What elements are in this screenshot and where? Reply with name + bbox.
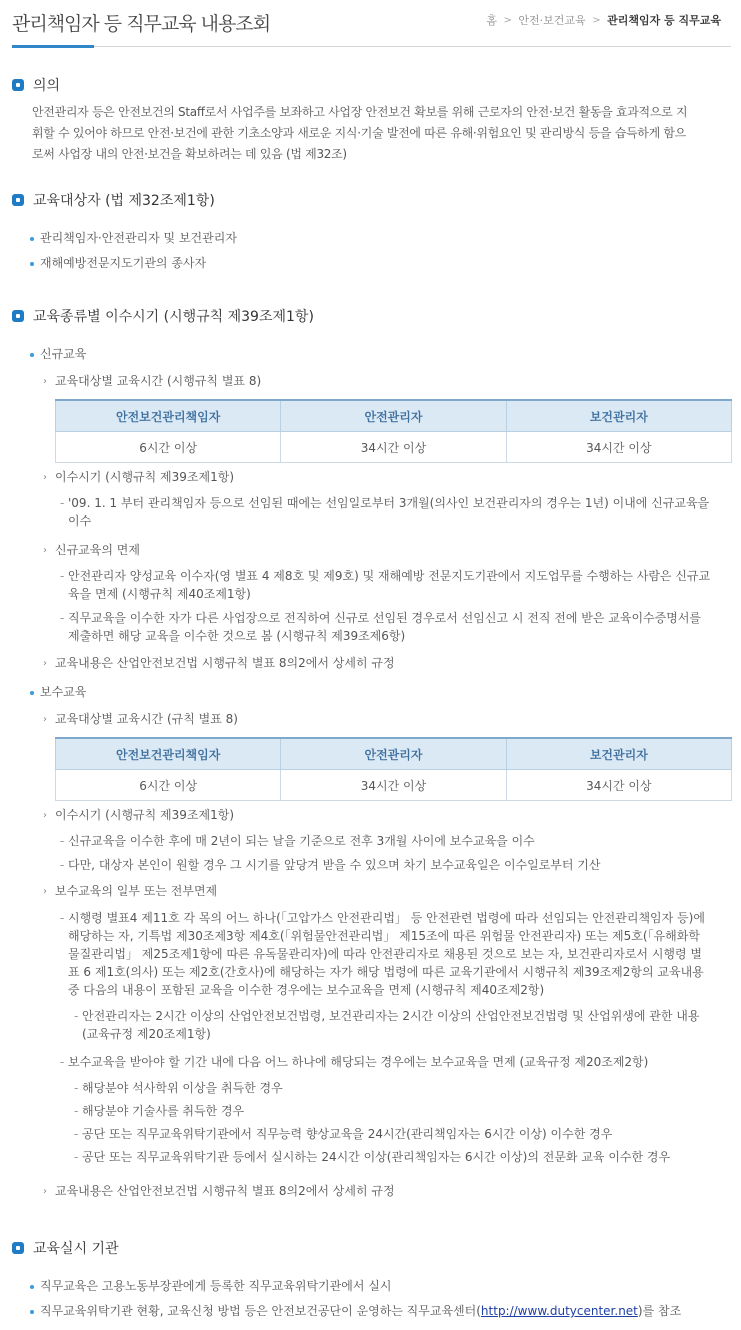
table-cell: 34시간 이상	[281, 770, 506, 801]
chevron-right-icon: >	[592, 14, 601, 26]
dash-icon: -	[60, 911, 65, 925]
dash-icon: -	[60, 611, 65, 625]
heading-text: 의의	[33, 78, 61, 94]
list-item: 직무교육위탁기관 현황, 교육신청 방법 등은 안전보건공단이 운영하는 직무교육센터(http://www.dutycenter.net)를 참조	[30, 1302, 681, 1319]
nested-item: - 해당분야 석사학위 이상을 취득한 경우	[74, 1081, 283, 1095]
dash-icon: -	[60, 858, 65, 872]
dash-icon: -	[74, 1127, 79, 1141]
chevron-right-icon: ›	[43, 472, 47, 483]
nested-item: - 해당분야 기술사를 취득한 경우	[74, 1104, 245, 1118]
square-bullet-icon	[12, 1242, 24, 1254]
section-heading-meaning	[12, 75, 60, 95]
breadcrumb-parent[interactable]: 안전·보건교육	[518, 14, 586, 27]
dash-icon: -	[74, 1009, 79, 1023]
detail-item: - '09. 1. 1 부터 관리책임자 등으로 선임된 때에는 선임일로부터 3개월(의사인 보건관리자의 경우는 1년) 이내에 신규교육을	[60, 496, 710, 510]
detail-item: - 시행령 별표4 제11호 각 목의 어느 하나(「고압가스 안전관리법」 등 안전관련 법령에 따라 선임되는 안전관리책임자 등)에	[60, 911, 705, 925]
chevron-right-icon: ›	[43, 376, 47, 387]
table-header-cell: 안전보건관리책임자	[56, 400, 281, 432]
chevron-right-icon: ›	[43, 886, 47, 897]
sub-item: › 교육내용은 산업안전보건법 시행규칙 별표 8의2에서 상세히 규정	[43, 1184, 395, 1198]
table-header-cell: 안전관리자	[281, 400, 506, 432]
page-title: 관리책임자 등 직무교육 내용조회	[12, 13, 271, 35]
dash-icon: -	[60, 496, 65, 510]
chevron-right-icon: >	[503, 14, 512, 26]
list-item-refresh-education: 보수교육	[30, 683, 86, 700]
section-heading-institutions	[12, 1238, 119, 1258]
chevron-right-icon: ›	[43, 1186, 47, 1197]
bullet-dot-icon	[30, 691, 34, 695]
paragraph-line: 휘할 수 있어야 하므로 안전·보건에 관한 기초소양과 새로운 지식·기술 발전에 따른 유해·위험요인 및 관리방식 등을 습득하게 함으	[32, 126, 686, 140]
table-cell: 34시간 이상	[506, 770, 731, 801]
list-item: 직무교육은 고용노동부장관에게 등록한 직무교육위탁기관에서 실시	[30, 1277, 391, 1294]
detail-item: - 다만, 대상자 본인이 원할 경우 그 시기를 앞당겨 받을 수 있으며 차기 보수교육일은 이수일로부터 기산	[60, 858, 601, 872]
dash-icon: -	[74, 1104, 79, 1118]
detail-item: - 직무교육을 이수한 자가 다른 사업장으로 전직하여 신규로 선임된 경우로서 선임신고 시 전직 전에 받은 교육이수증명서를	[60, 611, 702, 625]
table-cell: 34시간 이상	[506, 432, 731, 463]
section-heading-types	[12, 306, 314, 326]
breadcrumb	[486, 12, 721, 28]
sub-item: › 이수시기 (시행규칙 제39조제1항)	[43, 470, 235, 484]
header-accent-bar	[12, 45, 94, 48]
heading-text: 교육종류별 이수시기 (시행규칙 제39조제1항)	[33, 309, 314, 325]
detail-item-cont: 제출하면 해당 교육을 이수한 것으로 봄 (시행규칙 제39조제6항)	[68, 629, 406, 643]
detail-item: - 보수교육을 받아야 할 기간 내에 다음 어느 하나에 해당되는 경우에는 보수교육을 면제 (교육규정 제20조제2항)	[60, 1055, 649, 1069]
table-cell: 34시간 이상	[281, 432, 506, 463]
dash-icon: -	[60, 569, 65, 583]
list-item-new-education: 신규교육	[30, 345, 86, 362]
square-bullet-icon	[12, 310, 24, 322]
bullet-dot-icon	[30, 262, 34, 266]
nested-item: - 안전관리자는 2시간 이상의 산업안전보건법령, 보건관리자는 2시간 이상의 산업안전보건법령 및 산업위생에 관한 내용	[74, 1009, 700, 1023]
nested-item: - 공단 또는 직무교육위탁기관 등에서 실시하는 24시간 이상(관리책임자는 6시간 이상)의 전문화 교육 이수한 경우	[74, 1150, 671, 1164]
section-heading-targets	[12, 190, 215, 210]
sub-item: › 교육내용은 산업안전보건법 시행규칙 별표 8의2에서 상세히 규정	[43, 656, 395, 670]
breadcrumb-home[interactable]: 홈	[486, 14, 498, 27]
detail-item-cont: 해당하는 자, 기특법 제30조제3항 제4호(「위험물안전관리법」 제15조에 따른 위험물 안전관리자) 또는 제5호(「유해화학	[68, 929, 700, 943]
table-header-cell: 보건관리자	[506, 738, 731, 770]
table-header-row	[56, 400, 732, 432]
table-row	[56, 770, 732, 801]
dash-icon: -	[60, 834, 65, 848]
list-item: 관리책임자·안전관리자 및 보건관리자	[30, 229, 237, 246]
dash-icon: -	[74, 1150, 79, 1164]
paragraph-line: 안전관리자 등은 안전보건의 Staff로서 사업주를 보좌하고 사업장 안전보건 확보를 위해 근로자의 안전·보건 활동을 효과적으로 지	[32, 105, 688, 119]
chevron-right-icon: ›	[43, 714, 47, 725]
sub-item: › 보수교육의 일부 또는 전부면제	[43, 884, 218, 898]
breadcrumb-current: 관리책임자 등 직무교육	[607, 14, 721, 27]
square-bullet-icon	[12, 79, 24, 91]
table-cell: 6시간 이상	[56, 432, 281, 463]
sub-item: › 교육대상별 교육시간 (규칙 별표 8)	[43, 712, 238, 726]
bullet-dot-icon	[30, 1310, 34, 1314]
nested-item-cont: (교육규정 제20조제1항)	[82, 1027, 211, 1041]
detail-item: - 안전관리자 양성교육 이수자(영 별표 4 제8호 및 제9호) 및 재해예방 전문지도기관에서 지도업무를 수행하는 사람은 신규교	[60, 569, 711, 583]
meaning-paragraph	[32, 102, 732, 165]
heading-text: 교육대상자 (법 제32조제1항)	[33, 193, 215, 209]
bullet-dot-icon	[30, 237, 34, 241]
table-header-cell: 안전보건관리책임자	[56, 738, 281, 770]
detail-item: - 신규교육을 이수한 후에 매 2년이 되는 날을 기준으로 전후 3개월 사이에 보수교육을 이수	[60, 834, 535, 848]
detail-item-cont: 이수	[68, 514, 92, 528]
detail-item-cont: 물질관리법」 제25조제1항에 따른 유독물관리자)에 따라 안전관리자로 채용된 것으로 보는 자, 보건관리자로서 시행령 별	[68, 947, 703, 961]
table-header-cell: 보건관리자	[506, 400, 731, 432]
chevron-right-icon: ›	[43, 658, 47, 669]
detail-item-cont: 중 다음의 내용이 포함된 교육을 이수한 경우에는 보수교육을 면제 (시행규칙 제40조제2항)	[68, 983, 545, 997]
page-header	[12, 0, 731, 47]
list-item: 재해예방전문지도기관의 종사자	[30, 254, 206, 271]
chevron-right-icon: ›	[43, 810, 47, 821]
sub-item: › 신규교육의 면제	[43, 543, 140, 557]
table-header-cell: 안전관리자	[281, 738, 506, 770]
paragraph-line: 로써 사업장 내의 안전·보건을 확보하려는 데 있음 (법 제32조)	[32, 147, 347, 161]
table-row	[56, 432, 732, 463]
square-bullet-icon	[12, 194, 24, 206]
sub-item: › 이수시기 (시행규칙 제39조제1항)	[43, 808, 235, 822]
table-cell: 6시간 이상	[56, 770, 281, 801]
table-header-row	[56, 738, 732, 770]
bullet-dot-icon	[30, 1285, 34, 1289]
heading-text: 교육실시 기관	[33, 1241, 119, 1257]
bullet-dot-icon	[30, 353, 34, 357]
dutycenter-link[interactable]: http://www.dutycenter.net	[480, 1304, 638, 1318]
nested-item: - 공단 또는 직무교육위탁기관에서 직무능력 향상교육을 24시간(관리책임자는 6시간 이상) 이수한 경우	[74, 1127, 613, 1141]
detail-item-cont: 표 6 제1호(의사) 또는 제2호(간호사)에 해당하는 자가 해당 법령에 따른 교육기관에서 시행규칙 제39조제2항의 교육내용	[68, 965, 704, 979]
detail-item-cont: 육을 면제 (시행규칙 제40조제1항)	[68, 587, 251, 601]
sub-item: › 교육대상별 교육시간 (시행규칙 별표 8)	[43, 374, 262, 388]
hours-table-new	[55, 399, 732, 463]
dash-icon: -	[60, 1055, 65, 1069]
hours-table-refresh	[55, 737, 732, 801]
chevron-right-icon: ›	[43, 545, 47, 556]
dash-icon: -	[74, 1081, 79, 1095]
